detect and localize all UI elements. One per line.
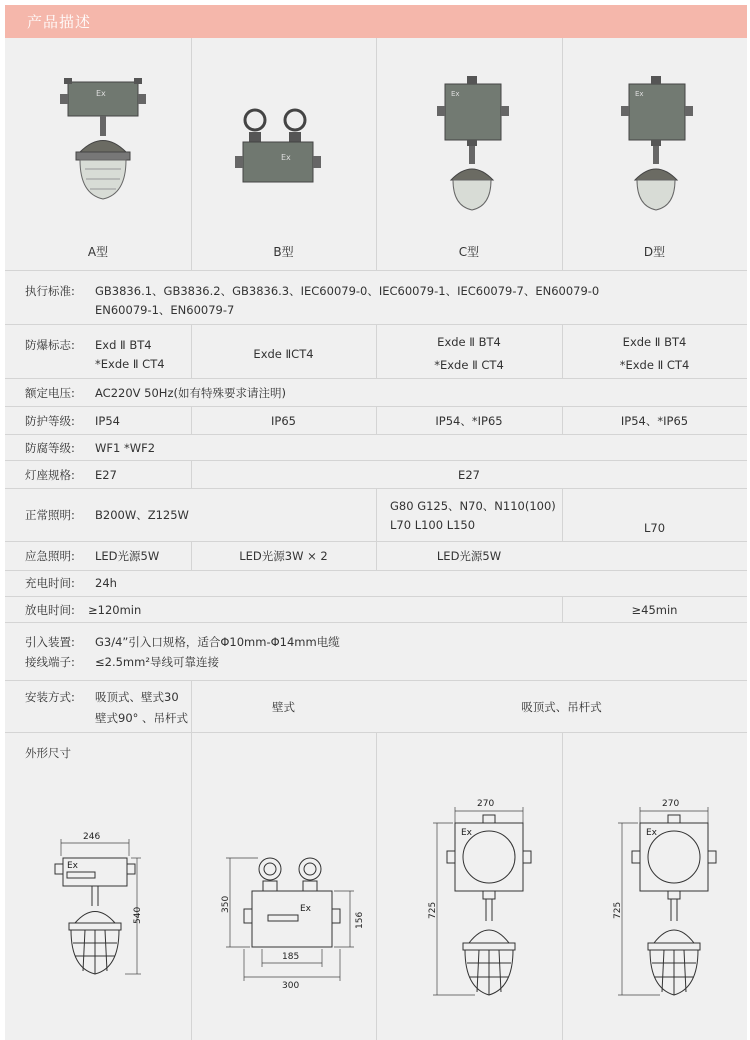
normal-light-c-2: L70 L100 L150 xyxy=(390,518,476,532)
lamp-b-photo xyxy=(233,108,333,188)
standard-label: 执行标准: xyxy=(25,284,75,298)
standard-line1: GB3836.1、GB3836.2、GB3836.3、IEC60079-0、IEC60079-1、IEC60079-7、EN60079-0 xyxy=(95,284,600,298)
ex-mark-label: 防爆标志: xyxy=(25,338,75,352)
a-height-dim: 540 xyxy=(133,906,143,924)
spec-table xyxy=(5,38,747,1040)
d-plate: Ex xyxy=(646,828,658,838)
c-plate: Ex xyxy=(461,828,473,838)
voltage-value: AC220V 50Hz(如有特殊要求请注明) xyxy=(95,386,286,400)
anticorrosion-label: 防腐等级: xyxy=(25,441,75,455)
ip-d: IP54、*IP65 xyxy=(620,414,689,428)
ip-a: IP54 xyxy=(95,414,120,428)
lamp-d-drawing xyxy=(600,793,740,1033)
ip-b: IP65 xyxy=(271,414,296,428)
ex-mark-c-1: Exde Ⅱ BT4 xyxy=(437,335,501,349)
emergency-light-b: LED光源3W × 2 xyxy=(239,549,328,563)
terminal-value: ≤2.5mm²导线可靠连接 xyxy=(95,655,219,669)
model-b-label: B型 xyxy=(273,245,294,259)
model-a-label: A型 xyxy=(87,245,109,259)
b-width-dim: 300 xyxy=(282,981,300,991)
c-width-dim: 270 xyxy=(477,799,495,809)
ip-c: IP54、*IP65 xyxy=(435,414,503,428)
voltage-label: 额定电压: xyxy=(25,386,75,400)
b-plate: Ex xyxy=(300,904,312,914)
discharge-time-value: ≥120min xyxy=(88,603,142,617)
entry-label: 引入装置: xyxy=(25,635,75,649)
normal-light-a: B200W、Z125W xyxy=(95,508,189,522)
lamp-b-drawing xyxy=(210,853,370,1013)
ex-mark-d-2: *Exde Ⅱ CT4 xyxy=(619,358,690,372)
ex-mark-a-2: *Exde Ⅱ CT4 xyxy=(95,357,165,371)
svg-text:Ex: Ex xyxy=(451,90,460,98)
model-c-label: C型 xyxy=(458,245,480,259)
emergency-light-a: LED光源5W xyxy=(95,549,160,563)
standard-line2: EN60079-1、EN60079-7 xyxy=(95,303,235,317)
section-title: 产品描述 xyxy=(27,13,92,31)
emergency-light-label: 应急照明: xyxy=(25,549,75,563)
lamp-a-photo xyxy=(60,74,150,229)
anticorrosion-value: WF1 *WF2 xyxy=(95,441,156,455)
normal-light-label: 正常照明: xyxy=(25,508,75,522)
lamp-c-drawing xyxy=(415,793,555,1033)
a-plate: Ex xyxy=(67,861,79,871)
b-height-body-dim: 156 xyxy=(355,911,365,929)
mounting-cd: 吸顶式、吊杆式 xyxy=(521,700,602,714)
svg-text:Ex: Ex xyxy=(635,90,644,98)
d-height-dim: 725 xyxy=(613,901,623,919)
mounting-a-2: 壁式90° 、吊杆式 xyxy=(95,711,189,725)
charge-time-label: 充电时间: xyxy=(25,576,75,590)
normal-light-d: L70 xyxy=(643,521,666,535)
emergency-light-c: LED光源5W xyxy=(436,549,502,563)
a-width-dim: 246 xyxy=(83,832,101,842)
discharge-time-label: 放电时间: xyxy=(25,603,75,617)
svg-text:Ex: Ex xyxy=(96,89,106,98)
model-d-label: D型 xyxy=(643,245,666,259)
b-height-total-dim: 350 xyxy=(221,895,231,913)
section-header xyxy=(5,5,747,38)
ip-label: 防护等级: xyxy=(25,414,75,428)
socket-label: 灯座规格: xyxy=(25,468,75,482)
socket-bcd: E27 xyxy=(458,468,480,482)
ex-mark-c-2: *Exde Ⅱ CT4 xyxy=(434,358,504,372)
lamp-d-photo xyxy=(617,76,697,228)
dimensions-label: 外形尺寸 xyxy=(25,746,71,760)
lamp-a-drawing xyxy=(45,828,155,1028)
entry-value: G3/4”引入口规格，适合Φ10mm-Φ14mm电缆 xyxy=(95,635,340,649)
svg-text:Ex: Ex xyxy=(281,153,291,162)
terminal-label: 接线端子: xyxy=(25,655,75,669)
mounting-b: 壁式 xyxy=(272,700,295,714)
d-width-dim: 270 xyxy=(662,799,680,809)
normal-light-c-1: G80 G125、N70、N110(100) xyxy=(390,499,556,513)
lamp-c-photo xyxy=(433,76,513,228)
discharge-time-d: ≥45min xyxy=(631,603,678,617)
ex-mark-b: Exde ⅡCT4 xyxy=(253,347,314,361)
ex-mark-a-1: Exd Ⅱ BT4 xyxy=(95,338,152,352)
ex-mark-d-1: Exde Ⅱ BT4 xyxy=(622,335,687,349)
mounting-label: 安装方式: xyxy=(25,690,75,704)
b-inner-width-dim: 185 xyxy=(282,952,300,962)
c-height-dim: 725 xyxy=(428,901,438,919)
charge-time-value: 24h xyxy=(95,576,117,590)
socket-a: E27 xyxy=(95,468,117,482)
mounting-a-1: 吸顶式、壁式30 xyxy=(95,690,179,704)
